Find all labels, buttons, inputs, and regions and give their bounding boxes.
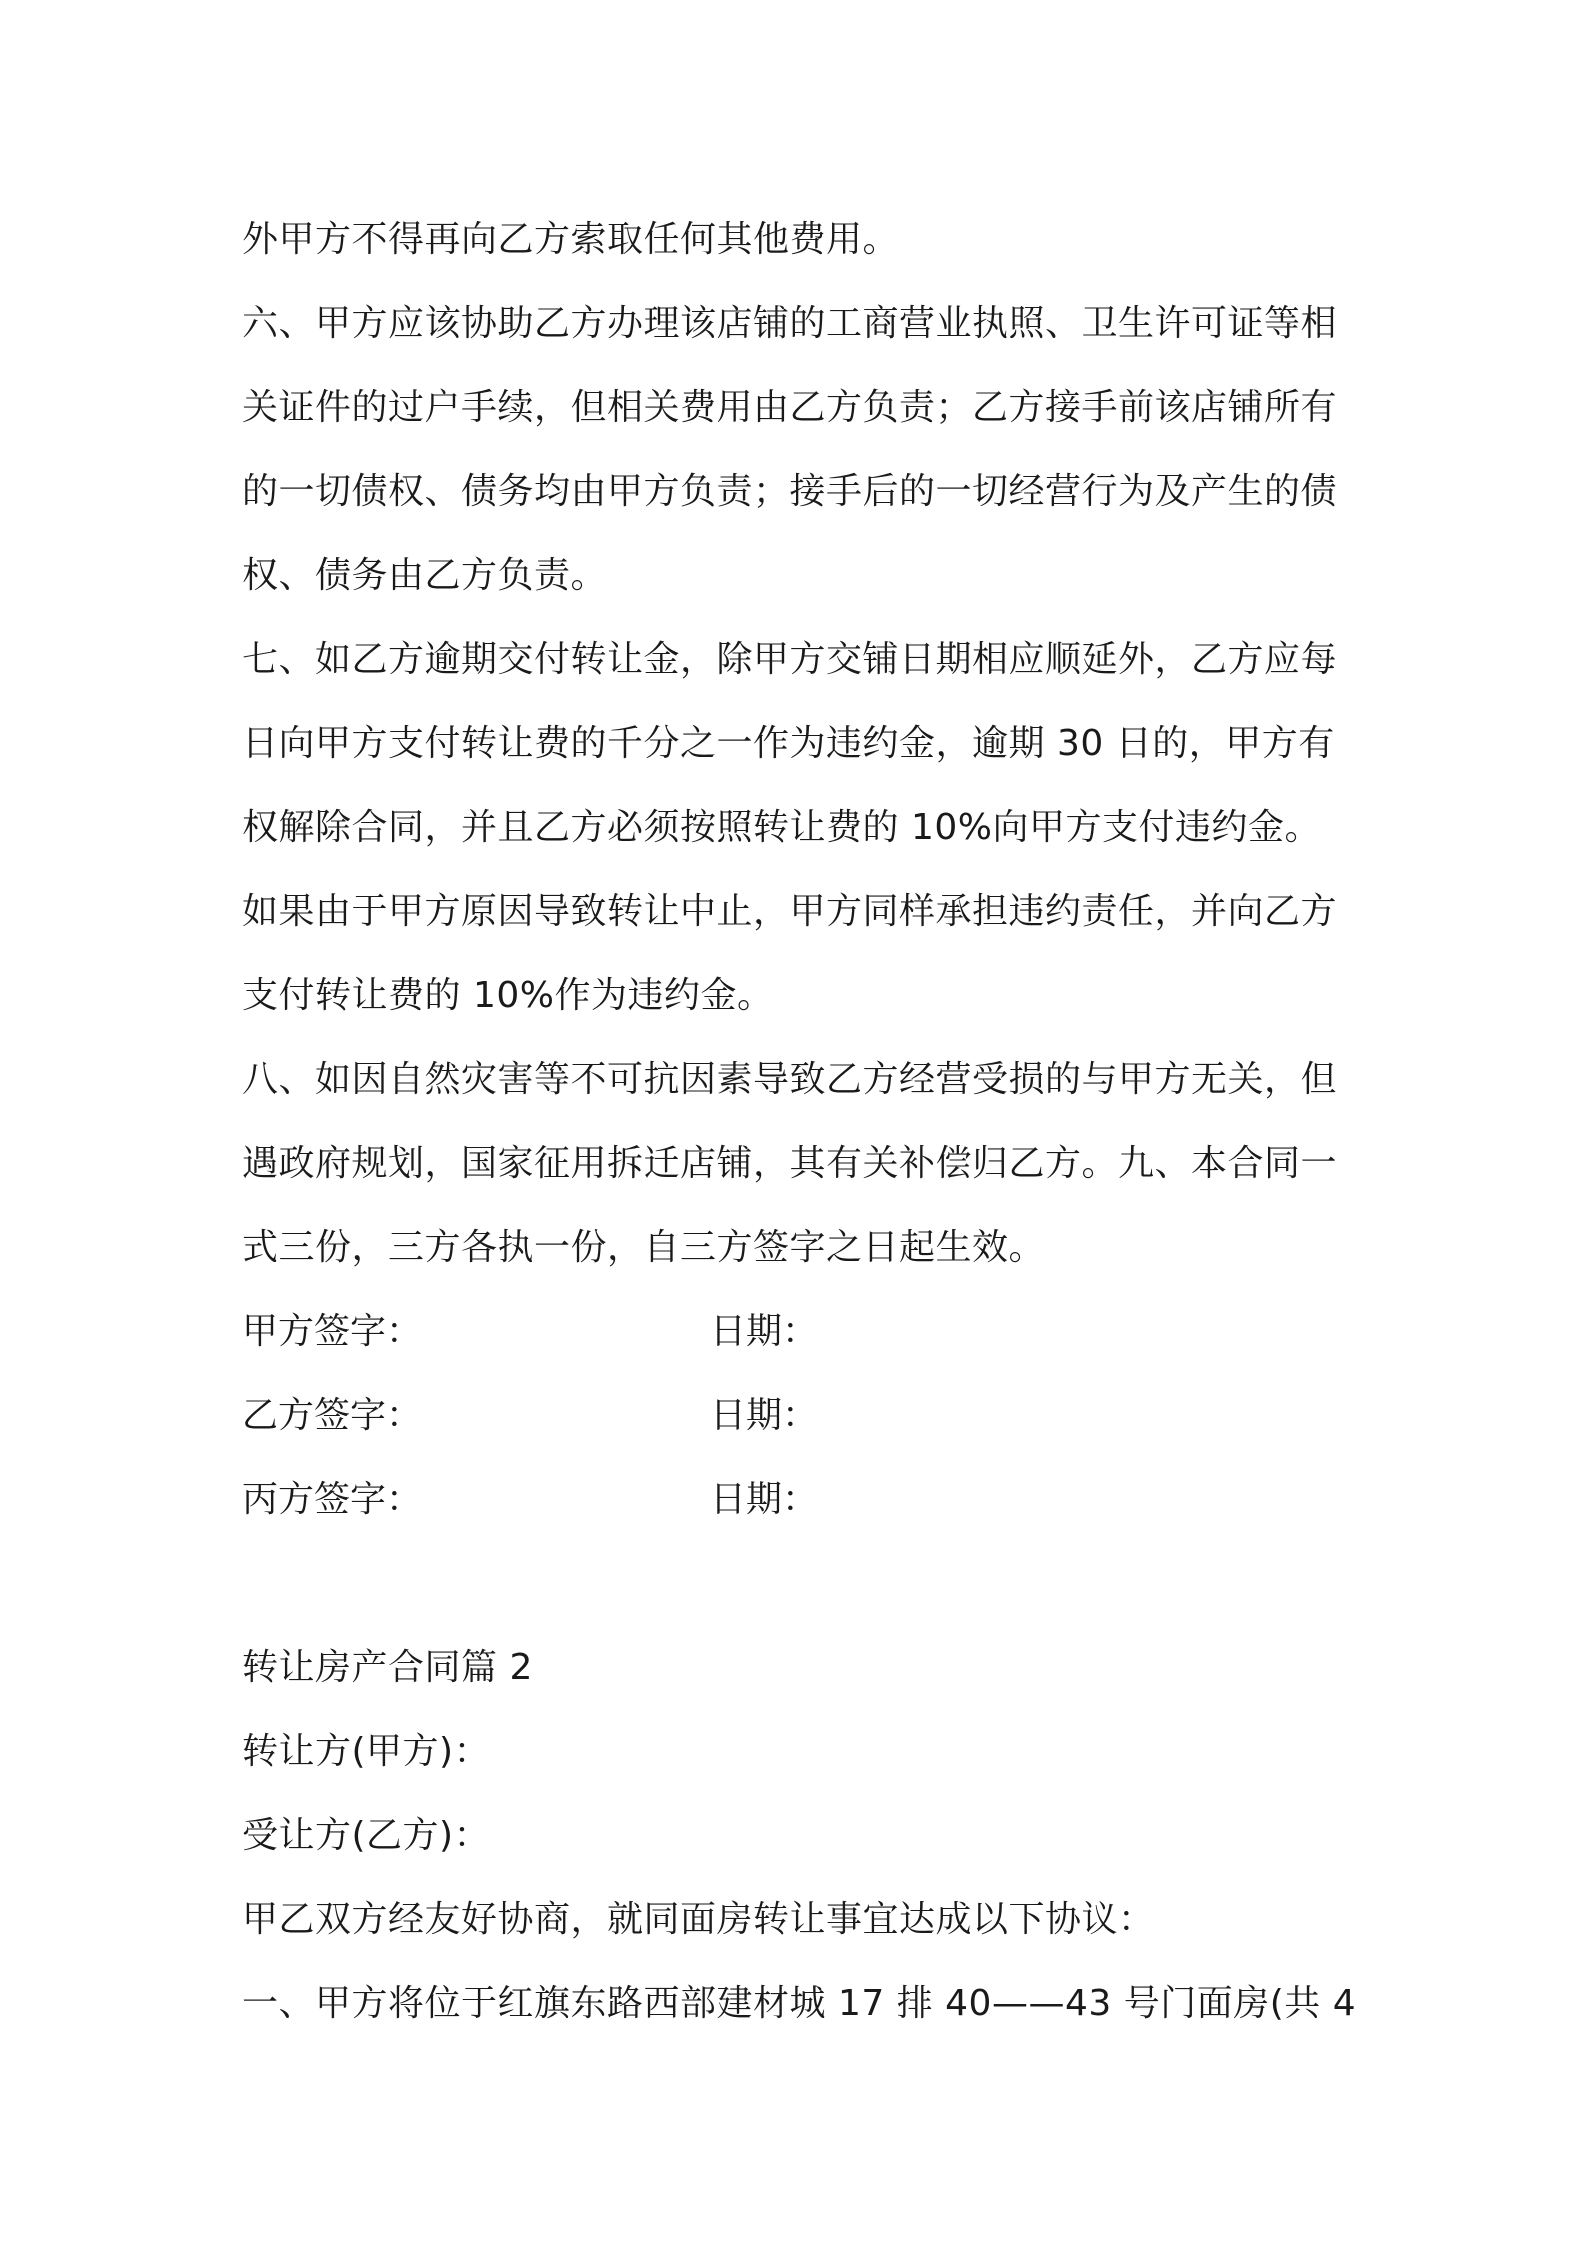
text-line: 支付转让费的 10%作为违约金。 xyxy=(242,975,774,1016)
clause-one: 一、甲方将位于红旗东路西部建材城 17 排 40——43 号门面房(共 4 xyxy=(242,1983,1357,2024)
text-line: 权、债务由乙方负责。 xyxy=(242,555,608,596)
signature-row xyxy=(242,1374,1357,1458)
section-title: 转让房产合同篇 2 xyxy=(242,1647,533,1688)
text-line: 关证件的过户手续，但相关费用由乙方负责；乙方接手前该店铺所有 xyxy=(242,387,1338,428)
signature-row xyxy=(242,1290,1357,1374)
signature-row xyxy=(242,1458,1357,1542)
text-line: 如果由于甲方原因导致转让中止，甲方同样承担违约责任，并向乙方 xyxy=(242,891,1338,932)
text-line: 六、甲方应该协助乙方办理该店铺的工商营业执照、卫生许可证等相 xyxy=(242,303,1338,344)
date-label: 日期： xyxy=(710,1479,819,1520)
party-signature-label: 甲方签字： xyxy=(242,1311,423,1352)
agreement-intro: 甲乙双方经友好协商，就同面房转让事宜达成以下协议： xyxy=(242,1899,1155,1940)
text-line: 七、如乙方逾期交付转让金，除甲方交铺日期相应顺延外，乙方应每 xyxy=(242,639,1338,680)
party-signature-label: 乙方签字： xyxy=(242,1395,423,1436)
transferee-label: 受让方(乙方)： xyxy=(242,1815,491,1856)
date-label: 日期： xyxy=(710,1395,819,1436)
text-line: 日向甲方支付转让费的千分之一作为违约金，逾期 30 日的，甲方有 xyxy=(242,723,1335,764)
text-line: 八、如因自然灾害等不可抗因素导致乙方经营受损的与甲方无关，但 xyxy=(242,1059,1338,1100)
date-label: 日期： xyxy=(710,1311,819,1352)
contract-section-2 xyxy=(242,1626,1357,2046)
text-line: 式三份，三方各执一份，自三方签字之日起生效。 xyxy=(242,1227,1046,1268)
contract-clauses xyxy=(242,198,1357,1290)
party-signature-label: 丙方签字： xyxy=(242,1479,423,1520)
signature-block xyxy=(242,1290,1357,1542)
text-line: 外甲方不得再向乙方索取任何其他费用。 xyxy=(242,219,900,260)
section-spacer xyxy=(242,1542,1357,1626)
text-line: 的一切债权、债务均由甲方负责；接手后的一切经营行为及产生的债 xyxy=(242,471,1338,512)
text-line: 权解除合同，并且乙方必须按照转让费的 10%向甲方支付违约金。 xyxy=(242,807,1321,848)
document-body xyxy=(242,198,1357,2046)
text-line: 遇政府规划，国家征用拆迁店铺，其有关补偿归乙方。九、本合同一 xyxy=(242,1143,1338,1184)
transferor-label: 转让方(甲方)： xyxy=(242,1731,491,1772)
